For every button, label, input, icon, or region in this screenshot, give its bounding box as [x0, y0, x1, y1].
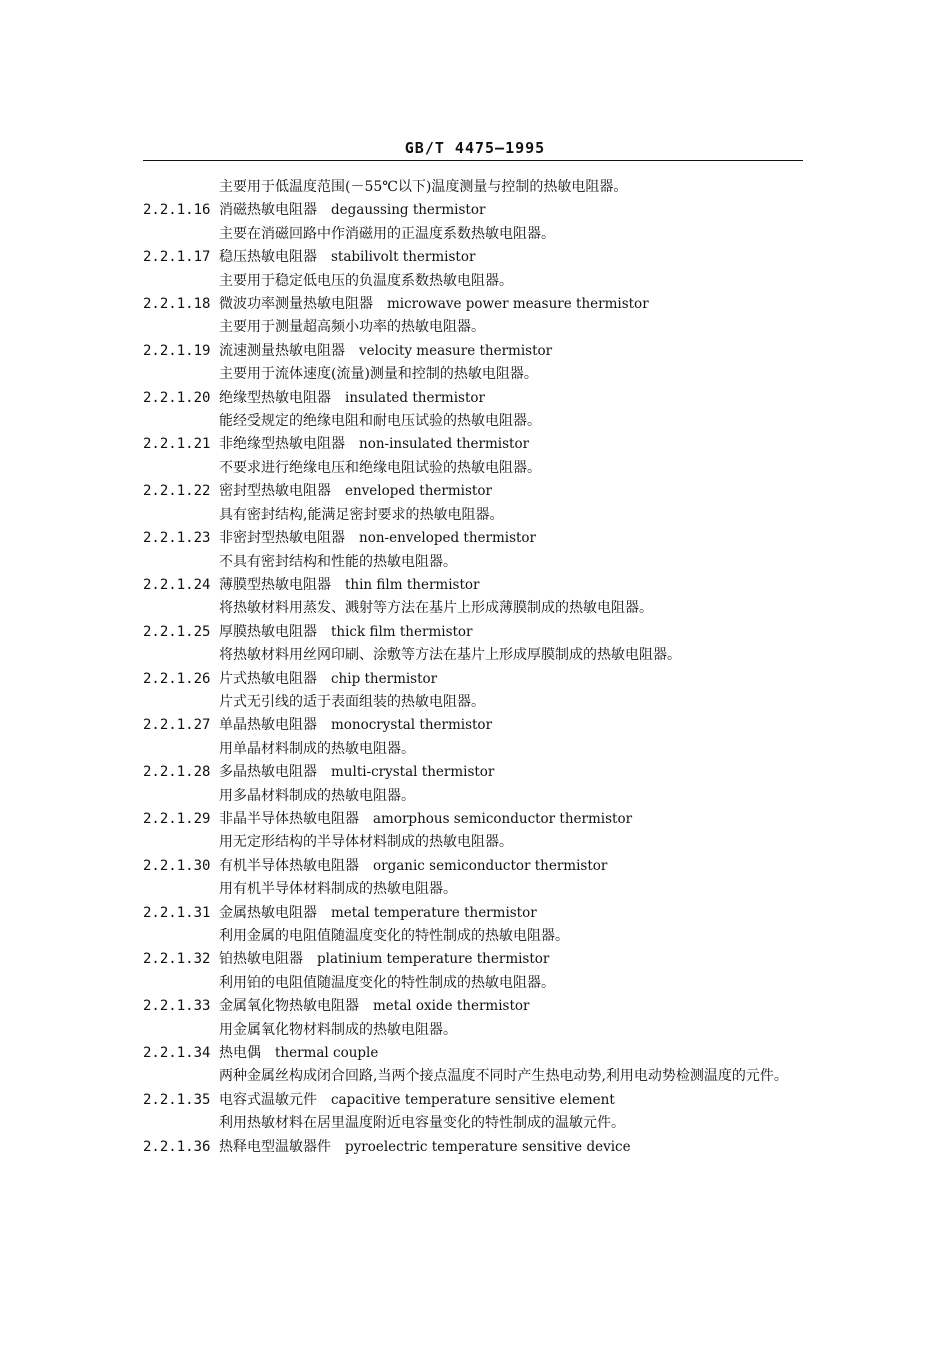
term-number: 2.2.1.20: [143, 389, 211, 406]
term-english: stabilivolt thermistor: [331, 249, 476, 266]
term-entry: [143, 1136, 808, 1159]
term-english: metal oxide thermistor: [373, 998, 530, 1015]
term-definition: 主要用于测量超高频小功率的热敏电阻器。: [219, 319, 485, 336]
term-english: thermal couple: [275, 1045, 379, 1062]
term-entry: [143, 902, 808, 925]
term-entry: [143, 948, 808, 971]
term-english: non-insulated thermistor: [359, 436, 530, 453]
term-chinese: 非绝缘型热敏电阻器: [219, 436, 345, 453]
term-definition: 将热敏材料用丝网印刷、涂敷等方法在基片上形成厚膜制成的热敏电阻器。: [219, 647, 681, 664]
term-chinese: 非密封型热敏电阻器: [219, 530, 345, 547]
term-definition: 用金属氧化物材料制成的热敏电阻器。: [219, 1021, 457, 1038]
term-entry: [143, 1089, 808, 1112]
term-english: pyroelectric temperature sensitive device: [345, 1138, 631, 1155]
term-number: 2.2.1.35: [143, 1091, 211, 1108]
term-entry: [143, 433, 808, 456]
term-number: 2.2.1.28: [143, 764, 211, 781]
term-entry: [143, 995, 808, 1018]
term-number: 2.2.1.31: [143, 904, 211, 921]
term-entry: [143, 668, 808, 691]
term-entry: [143, 199, 808, 222]
term-number: 2.2.1.33: [143, 998, 211, 1015]
term-chinese: 厚膜热敏电阻器: [219, 623, 317, 640]
term-entry: [143, 714, 808, 737]
term-number: 2.2.1.29: [143, 810, 211, 827]
term-chinese: 消磁热敏电阻器: [219, 202, 317, 219]
term-number: 2.2.1.19: [143, 342, 211, 359]
term-number: 2.2.1.21: [143, 436, 211, 453]
term-chinese: 流速测量热敏电阻器: [219, 342, 345, 359]
term-chinese: 热电偶: [219, 1045, 261, 1062]
term-chinese: 电容式温敏元件: [219, 1091, 317, 1108]
term-english: microwave power measure thermistor: [387, 296, 649, 313]
term-definition: 主要在消磁回路中作消磁用的正温度系数热敏电阻器。: [219, 225, 555, 242]
term-definition: 具有密封结构,能满足密封要求的热敏电阻器。: [219, 506, 504, 523]
term-chinese: 薄膜型热敏电阻器: [219, 576, 331, 593]
term-definition: 不要求进行绝缘电压和绝缘电阻试验的热敏电阻器。: [219, 459, 541, 476]
term-english: amorphous semiconductor thermistor: [373, 810, 633, 827]
term-entry: [143, 340, 808, 363]
term-chinese: 稳压热敏电阻器: [219, 249, 317, 266]
term-entry: [143, 527, 808, 550]
term-list: [143, 176, 808, 1159]
term-chinese: 单晶热敏电阻器: [219, 717, 317, 734]
term-number: 2.2.1.22: [143, 483, 211, 500]
term-chinese: 密封型热敏电阻器: [219, 483, 331, 500]
term-chinese: 多晶热敏电阻器: [219, 764, 317, 781]
term-entry: [143, 621, 808, 644]
term-definition: 主要用于稳定低电压的负温度系数热敏电阻器。: [219, 272, 513, 289]
term-chinese: 微波功率测量热敏电阻器: [219, 296, 373, 313]
term-number: 2.2.1.32: [143, 951, 211, 968]
term-english: thin film thermistor: [345, 576, 480, 593]
term-definition: 用有机半导体材料制成的热敏电阻器。: [219, 881, 457, 898]
term-chinese: 金属热敏电阻器: [219, 904, 317, 921]
term-chinese: 非晶半导体热敏电阻器: [219, 810, 359, 827]
term-entry: [143, 387, 808, 410]
term-number: 2.2.1.17: [143, 249, 211, 266]
term-chinese: 金属氧化物热敏电阻器: [219, 998, 359, 1015]
term-definition: 主要用于流体速度(流量)测量和控制的热敏电阻器。: [219, 366, 538, 383]
term-entry: [143, 855, 808, 878]
term-english: platinium temperature thermistor: [317, 951, 550, 968]
term-number: 2.2.1.36: [143, 1138, 211, 1155]
term-english: degaussing thermistor: [331, 202, 486, 219]
term-english: non-enveloped thermistor: [359, 530, 537, 547]
term-number: 2.2.1.34: [143, 1045, 211, 1062]
term-entry: [143, 574, 808, 597]
term-chinese: 铂热敏电阻器: [219, 951, 303, 968]
term-entry: [143, 1042, 808, 1065]
term-chinese: 片式热敏电阻器: [219, 670, 317, 687]
intro-text: 主要用于低温度范围(－55℃以下)温度测量与控制的热敏电阻器。: [219, 179, 628, 195]
term-definition: 两种金属丝构成闭合回路,当两个接点温度不同时产生热电动势,利用电动势检测温度的元件。: [219, 1068, 788, 1085]
term-number: 2.2.1.25: [143, 623, 211, 640]
term-number: 2.2.1.30: [143, 857, 211, 874]
term-entry: [143, 246, 808, 269]
term-english: capacitive temperature sensitive element: [331, 1091, 615, 1108]
term-definition: 不具有密封结构和性能的热敏电阻器。: [219, 553, 457, 570]
term-chinese: 绝缘型热敏电阻器: [219, 389, 331, 406]
term-definition: 将热敏材料用蒸发、溅射等方法在基片上形成薄膜制成的热敏电阻器。: [219, 600, 653, 617]
term-definition: 能经受规定的绝缘电阻和耐电压试验的热敏电阻器。: [219, 413, 541, 430]
term-number: 2.2.1.23: [143, 530, 211, 547]
term-definition: 利用铂的电阻值随温度变化的特性制成的热敏电阻器。: [219, 974, 555, 991]
term-english: velocity measure thermistor: [359, 342, 553, 359]
term-english: multi-crystal thermistor: [331, 764, 495, 781]
term-definition: 用单晶材料制成的热敏电阻器。: [219, 740, 415, 757]
term-number: 2.2.1.16: [143, 202, 211, 219]
term-english: organic semiconductor thermistor: [373, 857, 608, 874]
term-entry: [143, 480, 808, 503]
term-number: 2.2.1.26: [143, 670, 211, 687]
term-definition: 用多晶材料制成的热敏电阻器。: [219, 787, 415, 804]
term-chinese: 热释电型温敏器件: [219, 1138, 331, 1155]
term-entry: [143, 808, 808, 831]
term-definition: 片式无引线的适于表面组装的热敏电阻器。: [219, 693, 485, 710]
term-entry: [143, 293, 808, 316]
header-rule: [143, 160, 803, 161]
term-chinese: 有机半导体热敏电阻器: [219, 857, 359, 874]
term-english: enveloped thermistor: [345, 483, 492, 500]
term-definition: 利用热敏材料在居里温度附近电容量变化的特性制成的温敏元件。: [219, 1115, 625, 1132]
term-number: 2.2.1.27: [143, 717, 211, 734]
term-english: metal temperature thermistor: [331, 904, 537, 921]
term-number: 2.2.1.18: [143, 296, 211, 313]
term-entry: [143, 761, 808, 784]
page-header-standard-number: GB/T 4475—1995: [404, 139, 546, 157]
term-english: insulated thermistor: [345, 389, 485, 406]
term-definition: 用无定形结构的半导体材料制成的热敏电阻器。: [219, 834, 513, 851]
term-definition: 利用金属的电阻值随温度变化的特性制成的热敏电阻器。: [219, 928, 569, 944]
term-english: monocrystal thermistor: [331, 717, 493, 734]
term-number: 2.2.1.24: [143, 576, 211, 593]
term-english: thick film thermistor: [331, 623, 473, 640]
term-english: chip thermistor: [331, 670, 438, 687]
